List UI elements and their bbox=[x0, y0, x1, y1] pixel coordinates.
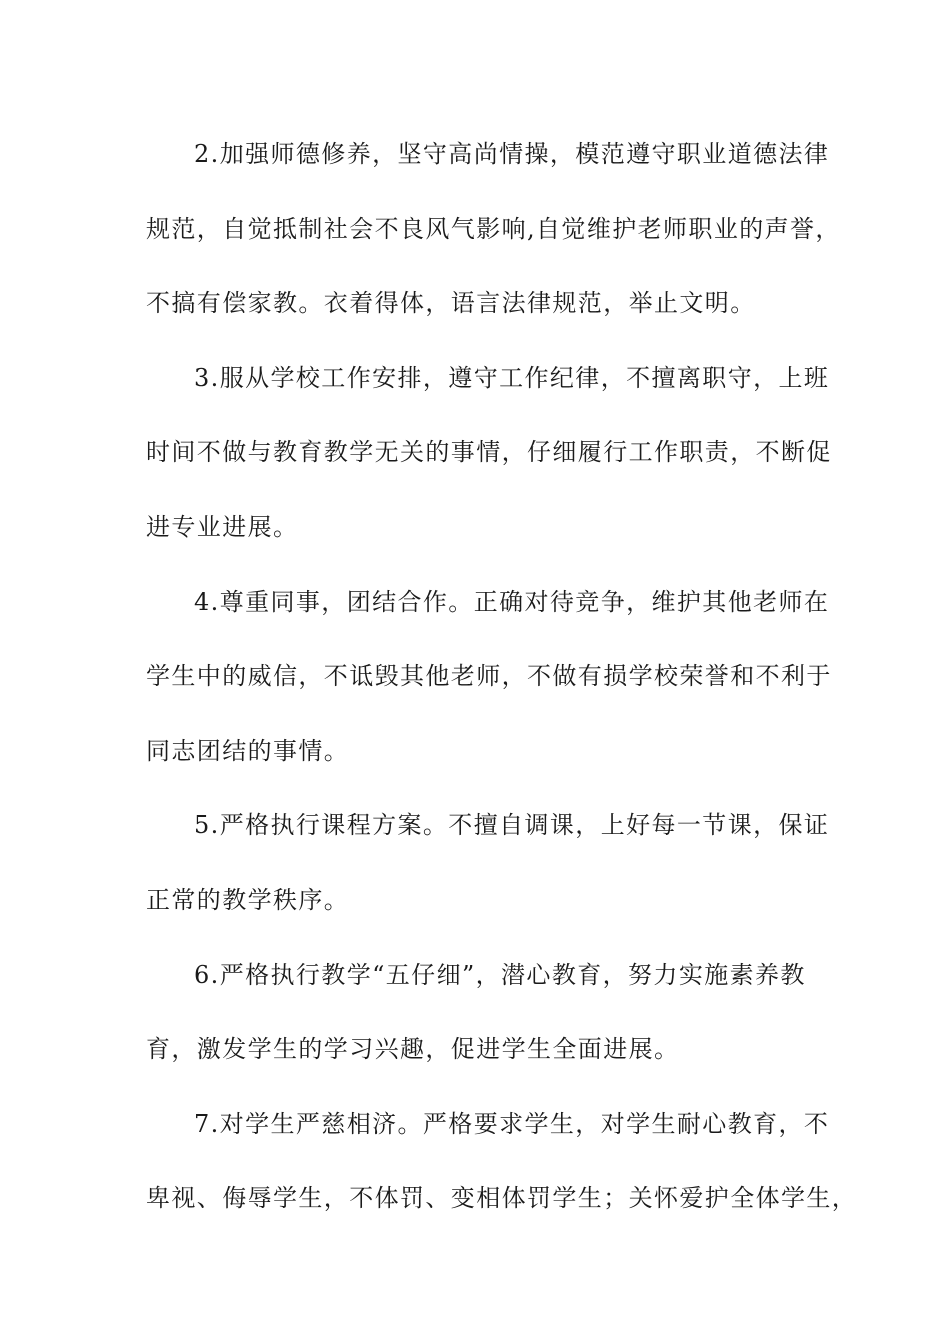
paragraph-3 bbox=[146, 358, 832, 582]
text-line: 7.对学生严慈相济。严格要求学生，对学生耐心教育，不 bbox=[194, 1109, 830, 1138]
text-line: 2.加强师德修养，坚守高尚情操，模范遵守职业道德法律 bbox=[194, 140, 830, 168]
text-line: 不搞有偿家教。衣着得体，语言法律规范，举止文明。 bbox=[146, 289, 756, 318]
text-line: 学生中的威信，不诋毁其他老师，不做有损学校荣誉和不利于 bbox=[146, 662, 832, 691]
text-line: 时间不做与教育教学无关的事情，仔细履行工作职责，不断促 bbox=[146, 438, 832, 467]
text-line: 规范，自觉抵制社会不良风气影响,自觉维护老师职业的声誉， bbox=[146, 214, 841, 243]
text-line: 育，激发学生的学习兴趣，促进学生全面进展。 bbox=[146, 1035, 680, 1064]
text-line: 5.严格执行课程方案。不擅自调课，上好每一节课，保证 bbox=[194, 811, 830, 840]
paragraph-5 bbox=[146, 805, 830, 954]
text-line: 正常的教学秩序。 bbox=[146, 885, 350, 914]
text-line: 进专业进展。 bbox=[146, 512, 299, 541]
text-line: 卑视、侮辱学生，不体罚、变相体罚学生；关怀爱护全体学生， bbox=[146, 1184, 858, 1213]
text-line: 4.尊重同事，团结合作。正确对待竞争，维护其他老师在 bbox=[194, 587, 830, 616]
paragraph-6 bbox=[146, 955, 820, 1104]
text-line: 6.严格执行教学“五仔细”，潜心教育，努力实施素养教 bbox=[194, 960, 806, 989]
text-line: 同志团结的事情。 bbox=[146, 736, 350, 765]
paragraph-4 bbox=[146, 582, 832, 806]
paragraph-7 bbox=[146, 1104, 858, 1253]
text-line: 3.服从学校工作安排，遵守工作纪律，不擅离职守，上班 bbox=[194, 363, 830, 392]
paragraph-2 bbox=[146, 134, 841, 358]
